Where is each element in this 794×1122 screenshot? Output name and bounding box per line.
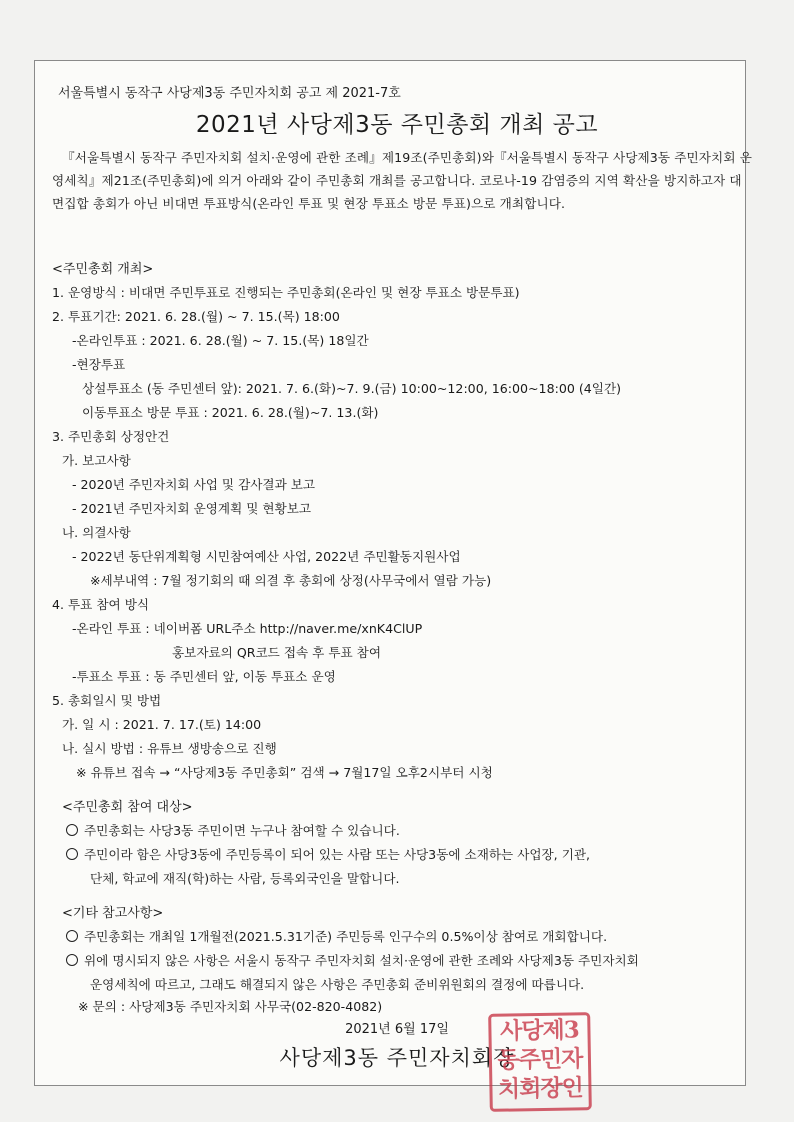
section-heading-meeting: <주민총회 개최> — [52, 262, 154, 277]
item-details-note: ※세부내역 : 7월 정기회의 때 의결 후 총회에 상정(사무국에서 열람 가능) — [90, 573, 492, 588]
item-method: 나. 실시 방법 : 유튜브 생방송으로 진행 — [62, 741, 277, 756]
item-resolution-2022: - 2022년 동단위계획형 시민참여예산 사업, 2022년 주민활동지원사업 — [72, 549, 461, 564]
signer-name: 사당제3동 주민자치회장 — [279, 1046, 515, 1070]
circle-bullet-icon — [66, 954, 78, 966]
item-youtube-note: ※ 유튜브 접속 → “사당제3동 주민총회” 검색 → 7월17일 오후2시부터 시청 — [76, 765, 493, 780]
official-seal — [488, 1012, 592, 1112]
seal-line-1: 사당제3 — [499, 1016, 580, 1045]
announcement-number: 서울특별시 동작구 사당제3동 주민자치회 공고 제 2021-7호 — [58, 86, 401, 101]
section-heading-participants: <주민총회 참여 대상> — [62, 800, 193, 815]
item-booth-voting: -투표소 투표 : 동 주민센터 앞, 이동 투표소 운영 — [72, 669, 336, 684]
circle-bullet-icon — [66, 930, 78, 942]
participants-item-1: 주민총회는 사당3동 주민이면 누구나 참여할 수 있습니다. — [66, 820, 400, 839]
circle-bullet-icon — [66, 824, 78, 836]
item-report-2020: - 2020년 주민자치회 사업 및 감사결과 보고 — [72, 477, 316, 492]
item-resolutions: 나. 의결사항 — [62, 525, 131, 540]
item-qr-code: 홍보자료의 QR코드 접속 후 투표 참여 — [172, 645, 381, 660]
participants-item-2-cont: 단체, 학교에 재직(학)하는 사람, 등록외국인을 말합니다. — [90, 871, 400, 886]
notes-item-1: 주민총회는 개최일 1개월전(2021.5.31기준) 주민등록 인구수의 0.5%이상 참여로 개회합니다. — [66, 926, 607, 945]
seal-line-2: 동주민자 — [497, 1045, 583, 1074]
item-voting-period: 2. 투표기간: 2021. 6. 28.(월) ~ 7. 15.(목) 18:00 — [52, 309, 340, 324]
item-report-2021: - 2021년 주민자치회 운영계획 및 현황보고 — [72, 501, 312, 516]
notes-item-2: 위에 명시되지 않은 사항은 서울시 동작구 주민자치회 설치·운영에 관한 조례와 사당제3동 주민자치회 — [66, 950, 639, 969]
item-voting-method: 4. 투표 참여 방식 — [52, 597, 150, 612]
participants-item-2: 주민이라 함은 사당3동에 주민등록이 되어 있는 사람 또는 사당3동에 소재하는 사업장, 기관, — [66, 844, 590, 863]
circle-bullet-icon — [66, 848, 78, 860]
section-heading-notes: <기타 참고사항> — [62, 906, 164, 921]
item-mobile-booth: 이동투표소 방문 투표 : 2021. 6. 28.(월)~7. 13.(화) — [82, 405, 379, 420]
issue-date: 2021년 6월 17일 — [345, 1022, 449, 1037]
item-operation-method: 1. 운영방식 : 비대면 주민투표로 진행되는 주민총회(온라인 및 현장 투표소 방문투표) — [52, 285, 520, 300]
item-agenda: 3. 주민총회 상정안건 — [52, 429, 170, 444]
item-meeting-datetime: 5. 총회일시 및 방법 — [52, 693, 162, 708]
item-onsite-voting: -현장투표 — [72, 357, 126, 372]
intro-paragraph: 『서울특별시 동작구 주민자치회 설치·운영에 관한 조례』제19조(주민총회)와『서울특별시 동작구 사당제3동 주민자치회 운영세칙』제21조(주민총회)에 의거 아래와 같이 주민총회 개최를 공고합니다. 코로나-19 감염증의 지역 확산을 방지하고자 대면집합 총회가 아닌 비대면 투표방식(온라인 투표 및 현장 투표소 방문 투표)으로 개최합니다. — [52, 150, 752, 211]
item-date: 가. 일 시 : 2021. 7. 17.(토) 14:00 — [62, 717, 262, 732]
seal-line-3: 치회장인 — [497, 1074, 584, 1103]
item-permanent-booth: 상설투표소 (동 주민센터 앞): 2021. 7. 6.(화)~7. 9.(금) 10:00~12:00, 16:00~18:00 (4일간) — [82, 381, 622, 396]
item-online-voting: -온라인투표 : 2021. 6. 28.(월) ~ 7. 15.(목) 18일간 — [72, 333, 369, 348]
notes-item-2-cont: 운영세칙에 따르고, 그래도 해결되지 않은 사항은 주민총회 준비위원회의 결정에 따릅니다. — [90, 977, 585, 992]
item-reports: 가. 보고사항 — [62, 453, 131, 468]
page-title: 2021년 사당제3동 주민총회 개최 공고 — [195, 112, 599, 138]
item-online-url: -온라인 투표 : 네이버폼 URL주소 http://naver.me/xnK4ClUP — [72, 621, 423, 636]
contact-info: ※ 문의 : 사당제3동 주민자치회 사무국(02-820-4082) — [78, 999, 383, 1014]
